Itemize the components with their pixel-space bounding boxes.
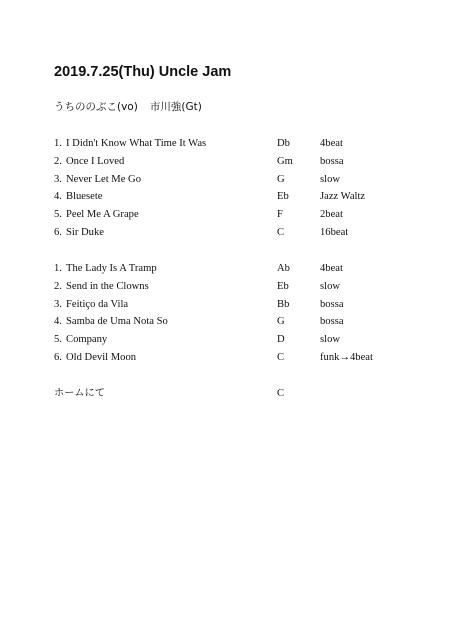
song-title: Never Let Me Go: [66, 173, 142, 185]
song-key: C: [277, 226, 285, 238]
song-number: 1.: [54, 138, 62, 149]
guitarist-name: 市川強(Gt): [149, 101, 202, 113]
song-feel: 4beat: [320, 138, 343, 149]
song-number: 6.: [54, 226, 62, 238]
song-title: Old Devil Moon: [66, 351, 137, 363]
home-note: [54, 385, 354, 403]
song-key: Eb: [277, 280, 289, 292]
song-title: Bluesete: [66, 191, 103, 203]
performers-line: [54, 99, 202, 114]
song-feel: Jazz Waltz: [320, 191, 366, 203]
song-title: Company: [66, 334, 108, 346]
song-feel: slow: [320, 334, 341, 346]
song-key: Gm: [277, 155, 293, 167]
page-title: 2019.7.25(Thu) Uncle Jam: [54, 64, 232, 80]
home-label: ホームにて: [54, 388, 105, 399]
song-number: 5.: [54, 334, 62, 346]
song-key: D: [277, 334, 285, 346]
song-title: Peel Me A Grape: [66, 209, 139, 221]
song-number: 1.: [54, 263, 62, 274]
song-number: 6.: [54, 351, 62, 363]
song-feel: bossa: [320, 155, 344, 167]
song-feel: bossa: [320, 316, 344, 328]
song-feel: 4beat: [320, 263, 343, 274]
song-title: Send in the Clowns: [66, 280, 149, 292]
song-key: C: [277, 351, 285, 363]
song-number: 3.: [54, 298, 62, 310]
song-title: Feitiço da Vila: [66, 298, 129, 310]
song-feel: bossa: [320, 298, 344, 310]
song-title: Samba de Uma Nota So: [66, 316, 168, 328]
song-number: 2.: [54, 155, 62, 167]
song-title: The Lady Is A Tramp: [66, 263, 157, 274]
song-number: 4.: [54, 316, 62, 328]
song-key: G: [277, 316, 285, 328]
song-title: Sir Duke: [66, 226, 104, 238]
song-feel: 16beat: [320, 226, 349, 238]
song-number: 4.: [54, 191, 62, 203]
song-key: Bb: [277, 298, 290, 310]
home-key: C: [277, 388, 285, 399]
song-title: I Didn't Know What Time It Was: [66, 138, 207, 149]
song-key: Db: [277, 138, 290, 149]
song-key: Ab: [277, 263, 290, 274]
song-key: G: [277, 173, 285, 185]
song-feel: slow: [320, 173, 341, 185]
song-title: Once I Loved: [66, 155, 125, 167]
song-number: 5.: [54, 209, 62, 221]
vocalist-name: うちののぶこ(vo): [54, 101, 138, 113]
song-feel: 2beat: [320, 209, 343, 221]
song-feel: funk→4beat: [320, 351, 373, 363]
song-number: 3.: [54, 173, 62, 185]
song-key: Eb: [277, 191, 289, 203]
song-key: F: [277, 209, 283, 221]
song-number: 2.: [54, 280, 62, 292]
song-feel: slow: [320, 280, 341, 292]
